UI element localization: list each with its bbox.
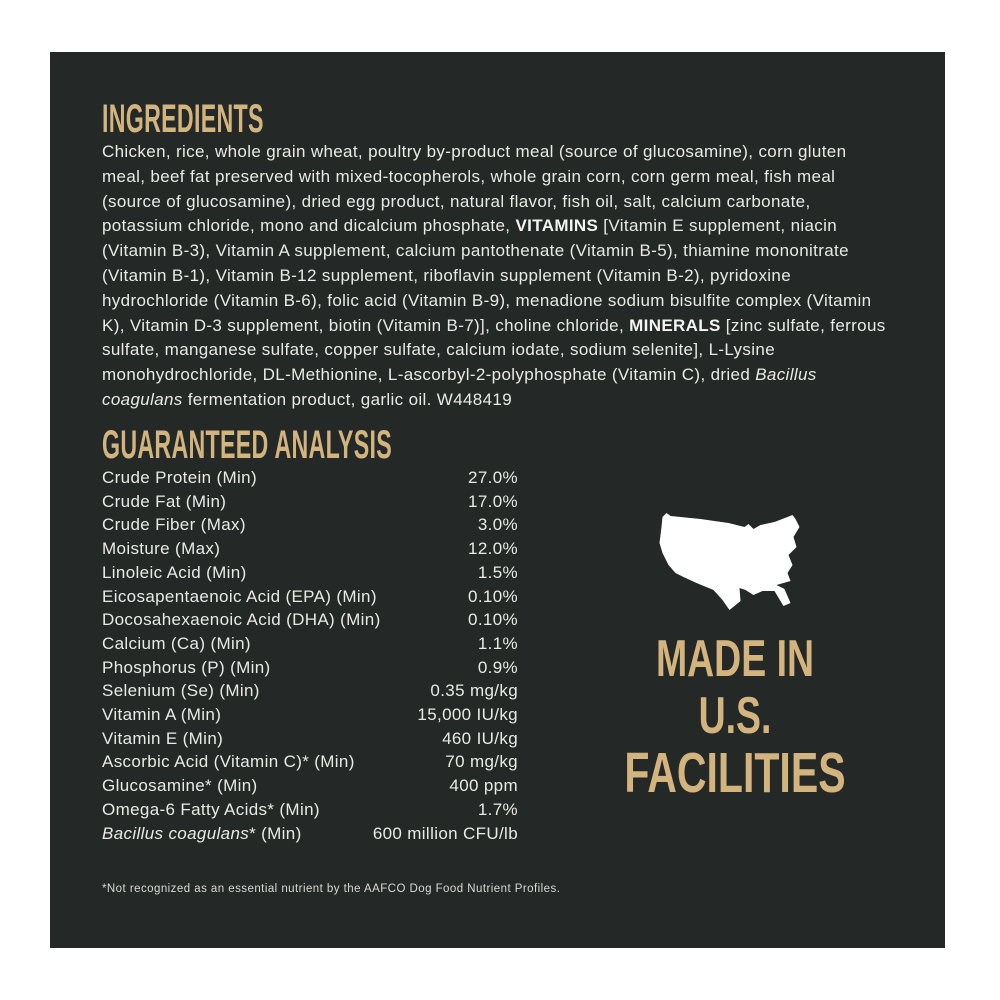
text-run: fermentation product, garlic oil. W448419 [182,389,513,409]
text-run: Chicken, rice, whole grain wheat, poultry by-product meal (source of glucosamine), corn gluten meal, beef fat preserved with mixed-tocopherols, whole grain corn, corn germ meal, fish meal (source of glucosamine), dried egg product, natural flavor, fish oil, salt, calcium carbonate, potassium chloride, mono and dicalcium phosphate, [102,142,847,236]
analysis-nutrient-value: 0.35 mg/kg [430,681,518,701]
analysis-nutrient-label [102,774,258,798]
analysis-nutrient-label [102,490,226,514]
analysis-row [102,750,518,774]
analysis-row [102,466,518,490]
analysis-nutrient-label [102,513,246,537]
text-run: Vitamin A (Min) [102,705,222,725]
text-run: Vitamin E (Min) [102,728,224,748]
analysis-nutrient-label [102,608,381,632]
analysis-row [102,608,518,632]
analysis-nutrient-value: 1.1% [477,633,518,653]
analysis-nutrient-label [102,466,257,490]
analysis-row [102,490,518,514]
text-run: Selenium (Se) (Min) [102,681,260,701]
text-run: [zinc sulfate, ferrous sulfate, manganese sulfate, copper sulfate, calcium iodate, sodium selenite], L-Lysine monohydrochloride, DL-Methionine, L-ascorbyl-2-polyphosphate (Vitamin C), dried [102,315,886,385]
analysis-nutrient-label [102,561,247,585]
text-run: * (Min) [249,823,302,843]
text-run: Eicosapentaenoic Acid (EPA) (Min) [102,586,377,606]
analysis-row [102,822,518,846]
text-run: Docosahexaenoic Acid (DHA) (Min) [102,610,381,630]
analysis-nutrient-value: 1.7% [477,799,518,819]
analysis-nutrient-value: 400 ppm [449,776,518,796]
analysis-nutrient-label [102,632,251,656]
analysis-nutrient-label [102,798,320,822]
analysis-nutrient-value: 1.5% [477,562,518,582]
analysis-nutrient-value: 70 mg/kg [445,752,518,772]
analysis-nutrient-label [102,703,221,727]
usa-map-icon [656,511,804,611]
ingredient-group-label: MINERALS [629,315,721,335]
text-run: Phosphorus (P) (Min) [102,657,271,677]
ingredients-text [102,140,894,413]
text-run: Glucosamine* (Min) [102,776,258,796]
text-run: Bacillus coagulans [102,365,817,409]
analysis-nutrient-value: 460 IU/kg [442,728,518,748]
analysis-nutrient-label [102,656,271,680]
analysis-row [102,537,518,561]
ingredient-group-label: VITAMINS [515,216,599,236]
analysis-row [102,798,518,822]
nutrition-label-panel [50,52,945,948]
analysis-nutrient-value: 3.0% [477,515,518,535]
analysis-nutrient-label [102,679,260,703]
analysis-row [102,727,518,751]
analysis-nutrient-value: 17.0% [468,491,518,511]
analysis-row [102,561,518,585]
text-run: Bacillus coagulans [102,823,250,843]
text-run: Crude Protein (Min) [102,468,257,487]
text-run: Crude Fiber (Max) [102,515,246,535]
analysis-nutrient-value: 0.10% [468,586,518,606]
analysis-nutrient-value: 600 million CFU/lb [372,823,518,843]
ingredients-heading: INGREDIENTS [102,97,264,141]
made-in-line-1: MADE IN [655,630,815,688]
analysis-nutrient-value: 12.0% [468,539,518,559]
text-run: Crude Fat (Min) [102,491,227,511]
made-in-line-2: U.S. [698,687,772,745]
text-run: Omega-6 Fatty Acids* (Min) [102,799,320,819]
made-in-line-3: FACILITIES [624,741,846,805]
aafco-footnote: *Not recognized as an essential nutrient by the AAFCO Dog Food Nutrient Profiles. [102,883,561,895]
text-run: Linoleic Acid (Min) [102,562,247,582]
analysis-nutrient-label [102,822,302,846]
analysis-row [102,632,518,656]
analysis-nutrient-label [102,537,220,561]
analysis-row [102,656,518,680]
analysis-nutrient-value: 0.10% [468,610,518,630]
analysis-nutrient-value: 0.9% [477,657,518,677]
analysis-row [102,679,518,703]
text-run: Calcium (Ca) (Min) [102,633,251,653]
analysis-row [102,585,518,609]
analysis-row [102,703,518,727]
text-run: Ascorbic Acid (Vitamin C)* (Min) [102,752,355,772]
guaranteed-analysis-table [102,466,518,845]
analysis-row [102,774,518,798]
analysis-nutrient-value: 15,000 IU/kg [417,705,518,725]
text-run: [Vitamin E supplement, niacin (Vitamin B-3), Vitamin A supplement, calcium pantothenate (Vitamin B-5), thiamine mononitrate (Vitamin B-1), Vitamin B-12 supplement, riboflavin supplement (Vitamin B-2), pyridoxine hydrochloride (Vitamin B-6), folic acid (Vitamin B-9), menadione sodium bisulfite complex (Vitamin K), Vitamin D-3 supplement, biotin (Vitamin B-7)], choline chloride, [102,216,872,335]
analysis-nutrient-label [102,727,223,751]
text-run: Moisture (Max) [102,539,221,559]
analysis-nutrient-label [102,750,355,774]
analysis-nutrient-value: 27.0% [468,468,518,487]
analysis-row [102,513,518,537]
analysis-nutrient-label [102,585,377,609]
guaranteed-analysis-heading: GUARANTEED ANALYSIS [102,423,392,467]
